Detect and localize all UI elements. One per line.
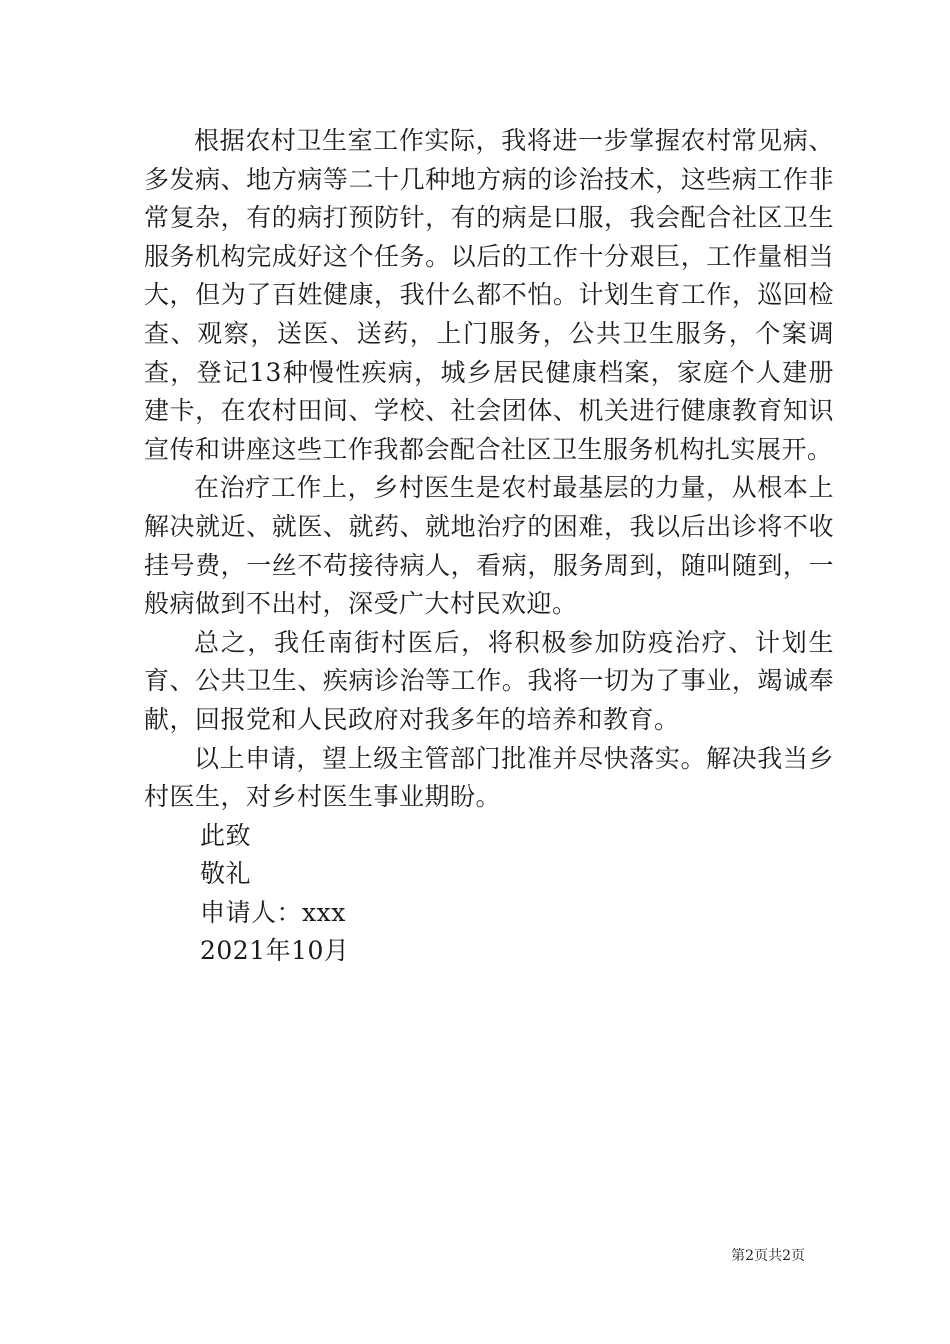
- applicant-signature: 申请人：xxx: [200, 897, 346, 927]
- page-number: 第2页共2页: [731, 1248, 805, 1264]
- document-date: 2021年10月: [200, 936, 350, 966]
- paragraph-duties: 根据农村卫生室工作实际，我将进一步掌握农村常见病、多发病、地方病等二十几种地方病的诊治技术，这些病工作非常复杂，有的病打预防针，有的病是口服，我会配合社区卫生服务机构完成好这个任务。以后的工作十分艰巨，工作量相当大，但为了百姓健康，我什么都不怕。计划生育工作，巡回检查、观察，送医、送药，上门服务，公共卫生服务，个案调查，登记13种慢性疾病，城乡居民健康档案，家庭个人建册建卡，在农村田间、学校、社会团体、机关进行健康教育知识宣传和讲座这些工作我都会配合社区卫生服务机构扎实展开。: [144, 126, 834, 464]
- paragraph-summary: 总之，我任南街村医后，将积极参加防疫治疗、计划生育、公共卫生、疾病诊治等工作。我将一切为了事业，竭诚奉献，回报党和人民政府对我多年的培养和教育。: [144, 627, 834, 734]
- document-body: [144, 122, 834, 971]
- paragraph-treatment: 在治疗工作上，乡村医生是农村最基层的力量，从根本上解决就近、就医、就药、就地治疗的困难，我以后出诊将不收挂号费，一丝不苟接待病人，看病，服务周到，随叫随到，一般病做到不出村，深受广大村民欢迎。: [144, 473, 834, 619]
- closing-salutation-2: 敬礼: [200, 859, 252, 889]
- closing-salutation-1: 此致: [200, 820, 252, 850]
- paragraph-request: 以上申请，望上级主管部门批准并尽快落实。解决我当乡村医生，对乡村医生事业期盼。: [144, 743, 834, 812]
